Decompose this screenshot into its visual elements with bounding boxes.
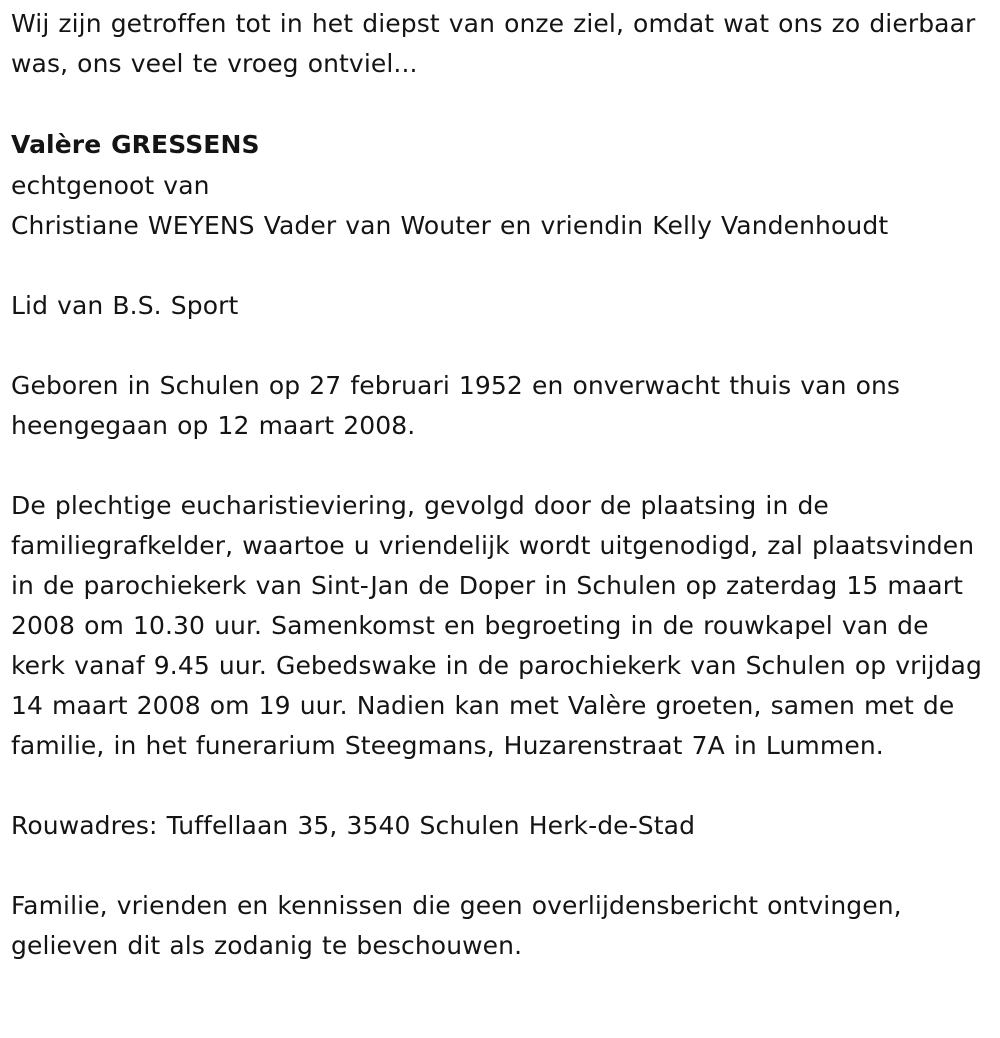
- deceased-name: Valère GRESSENS: [11, 130, 260, 159]
- spacer: [11, 846, 990, 886]
- mourning-address: Rouwadres: Tuffellaan 35, 3540 Schulen Herk-de-Stad: [11, 811, 696, 840]
- closing-text: Familie, vrienden en kennissen die geen overlijdensbericht ontvingen, gelieven dit als zodanig te beschouwen.: [11, 891, 902, 960]
- ceremony-text: De plechtige eucharistieviering, gevolgd door de plaatsing in de familiegrafkelder, waartoe u vriendelijk wordt uitgenodigd, zal plaatsvinden in de parochiekerk van Sint-Jan de Doper in Schulen op zaterdag 15 maart 2008 om 10.30 uur. Samenkomst en begroeting in de rouwkapel van de kerk vanaf 9.45 uur. Gebedswake in de parochiekerk van Schulen op vrijdag 14 maart 2008 om 19 uur. Nadien kan met Valère groeten, samen met de familie, in het funerarium Steegmans, Huzarenstraat 7A in Lummen.: [11, 491, 982, 760]
- membership-text: Lid van B.S. Sport: [11, 291, 239, 320]
- relation-label: echtgenoot van: [11, 171, 210, 200]
- spacer: [11, 246, 990, 286]
- spacer: [11, 766, 990, 806]
- spacer: [11, 446, 990, 486]
- spacer: [11, 326, 990, 366]
- birth-death-text: Geboren in Schulen op 27 februari 1952 en onverwacht thuis van ons heengegaan op 12 maart 2008.: [11, 371, 901, 440]
- relation-details: Christiane WEYENS Vader van Wouter en vriendin Kelly Vandenhoudt: [11, 211, 889, 240]
- opening-text: Wij zijn getroffen tot in het diepst van onze ziel, omdat wat ons zo dierbaar was, ons veel te vroeg ontviel...: [11, 9, 976, 78]
- spacer: [11, 84, 990, 124]
